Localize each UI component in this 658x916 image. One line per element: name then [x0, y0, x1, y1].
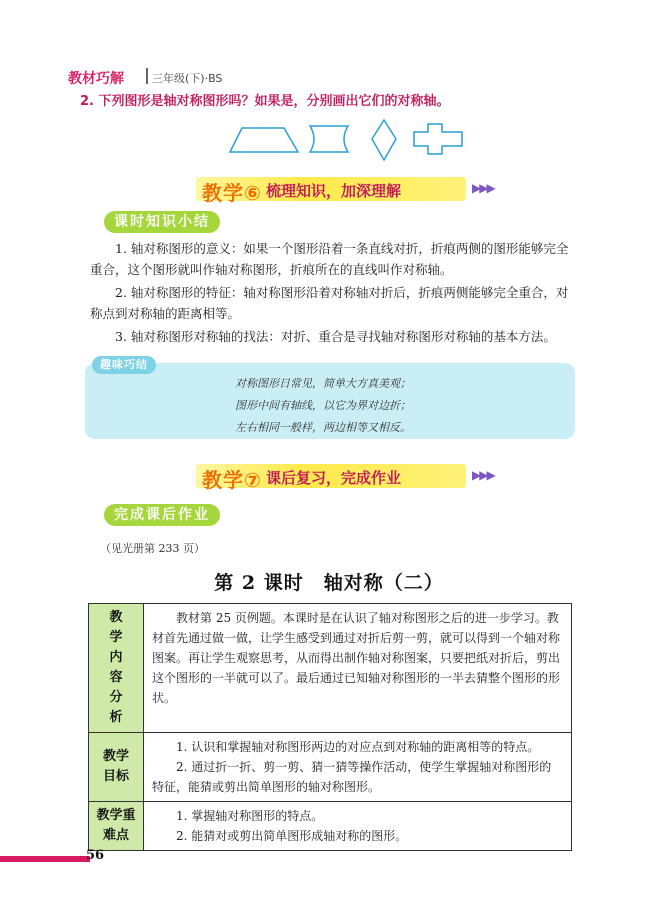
section-tag-homework: 完成课后作业 — [104, 504, 220, 526]
content-line: 1. 认识和掌握轴对称图形两边的对应点到对称轴的距离相等的特点。 — [176, 740, 540, 754]
step-6-banner — [196, 177, 496, 203]
grade-label: 三年级(下)·BS — [152, 72, 223, 85]
step-7-banner — [196, 464, 496, 490]
book-brand: 教材巧解 — [68, 71, 124, 87]
bowtie-shape — [310, 126, 348, 152]
row-label — [89, 733, 144, 802]
content-line: 2. 能猜对或剪出简单图形成轴对称的图形。 — [176, 829, 408, 843]
row-label-text: 教学重难点 — [96, 808, 136, 843]
point-2: 2. 轴对称图形的特征：轴对称图形沿着对称轴对折后，折痕两侧能够完全重合，对称点到对称轴的距离相等。 — [90, 285, 569, 321]
step-number: 教学⑥ — [202, 181, 262, 205]
content-line: 2. 通过折一折、剪一剪、猜一猜等操作活动，使学生掌握轴对称图形的特征，能猜或剪出简单图形的轴对称图形。 — [152, 760, 552, 794]
point-1: 1. 轴对称图形的意义：如果一个图形沿着一条直线对折，折痕两侧的图形能够完全重合，这个图形就叫作轴对称图形，折痕所在的直线叫作对称轴。 — [90, 241, 569, 277]
content-line: 教材第 25 页例题。本课时是在认识了轴对称图形之后的进一步学习。教材首先通过做一做，让学生感受到通过对折后剪一剪，就可以得到一个轴对称图案。再让学生观察思考，从而得出制作轴对称图案，只要把纸对折后，剪出这个图形的一半就可以了。最后通过已知轴对称图形的一半去猜整个图形的形状。 — [152, 611, 561, 705]
row-content — [144, 733, 572, 802]
tip-line-2: 图形中间有轴线，以它为界对边折； — [235, 399, 411, 412]
footer-accent-bar — [0, 856, 90, 862]
content-line: 1. 掌握轴对称图形的特点。 — [176, 809, 324, 823]
kite-shape — [372, 120, 396, 160]
page-number: 56 — [86, 848, 105, 863]
header-divider — [146, 68, 148, 84]
lesson-plan-table — [88, 603, 572, 851]
lesson-title: 第 2 课时 轴对称（二） — [214, 572, 444, 594]
tip-line-1: 对称图形日常见，简单大方真美观； — [235, 377, 411, 390]
arrows-icon: ▶▶▶ — [472, 468, 494, 482]
row-label — [89, 802, 144, 851]
row-label-text: 教学内容分析 — [109, 610, 123, 725]
point-3: 3. 轴对称图形对称轴的找法：对折、重合是寻找轴对称图形对称轴的基本方法。 — [115, 329, 556, 344]
step-number: 教学⑦ — [202, 468, 262, 492]
table-row — [89, 733, 572, 802]
question-2: 2. 下列图形是轴对称图形吗？如果是，分别画出它们的对称轴。 — [80, 94, 450, 109]
tip-tag: 趣味巧结 — [92, 356, 156, 374]
row-content — [144, 802, 572, 851]
shapes-figure — [228, 118, 468, 162]
step-title: 梳理知识，加深理解 — [266, 182, 402, 200]
row-label — [89, 604, 144, 733]
homework-note: （见光册第 233 页） — [100, 542, 205, 555]
trapezoid-shape — [230, 128, 298, 152]
cross-shape — [414, 124, 462, 154]
arrows-icon: ▶▶▶ — [472, 181, 494, 195]
table-row — [89, 802, 572, 851]
section-tag-summary: 课时知识小结 — [104, 211, 220, 233]
row-content — [144, 604, 572, 733]
tip-line-3: 左右相同一般样，两边相等又相反。 — [235, 421, 411, 434]
step-title: 课后复习，完成作业 — [266, 469, 402, 487]
table-row — [89, 604, 572, 733]
row-label-text: 教学目标 — [102, 749, 129, 784]
